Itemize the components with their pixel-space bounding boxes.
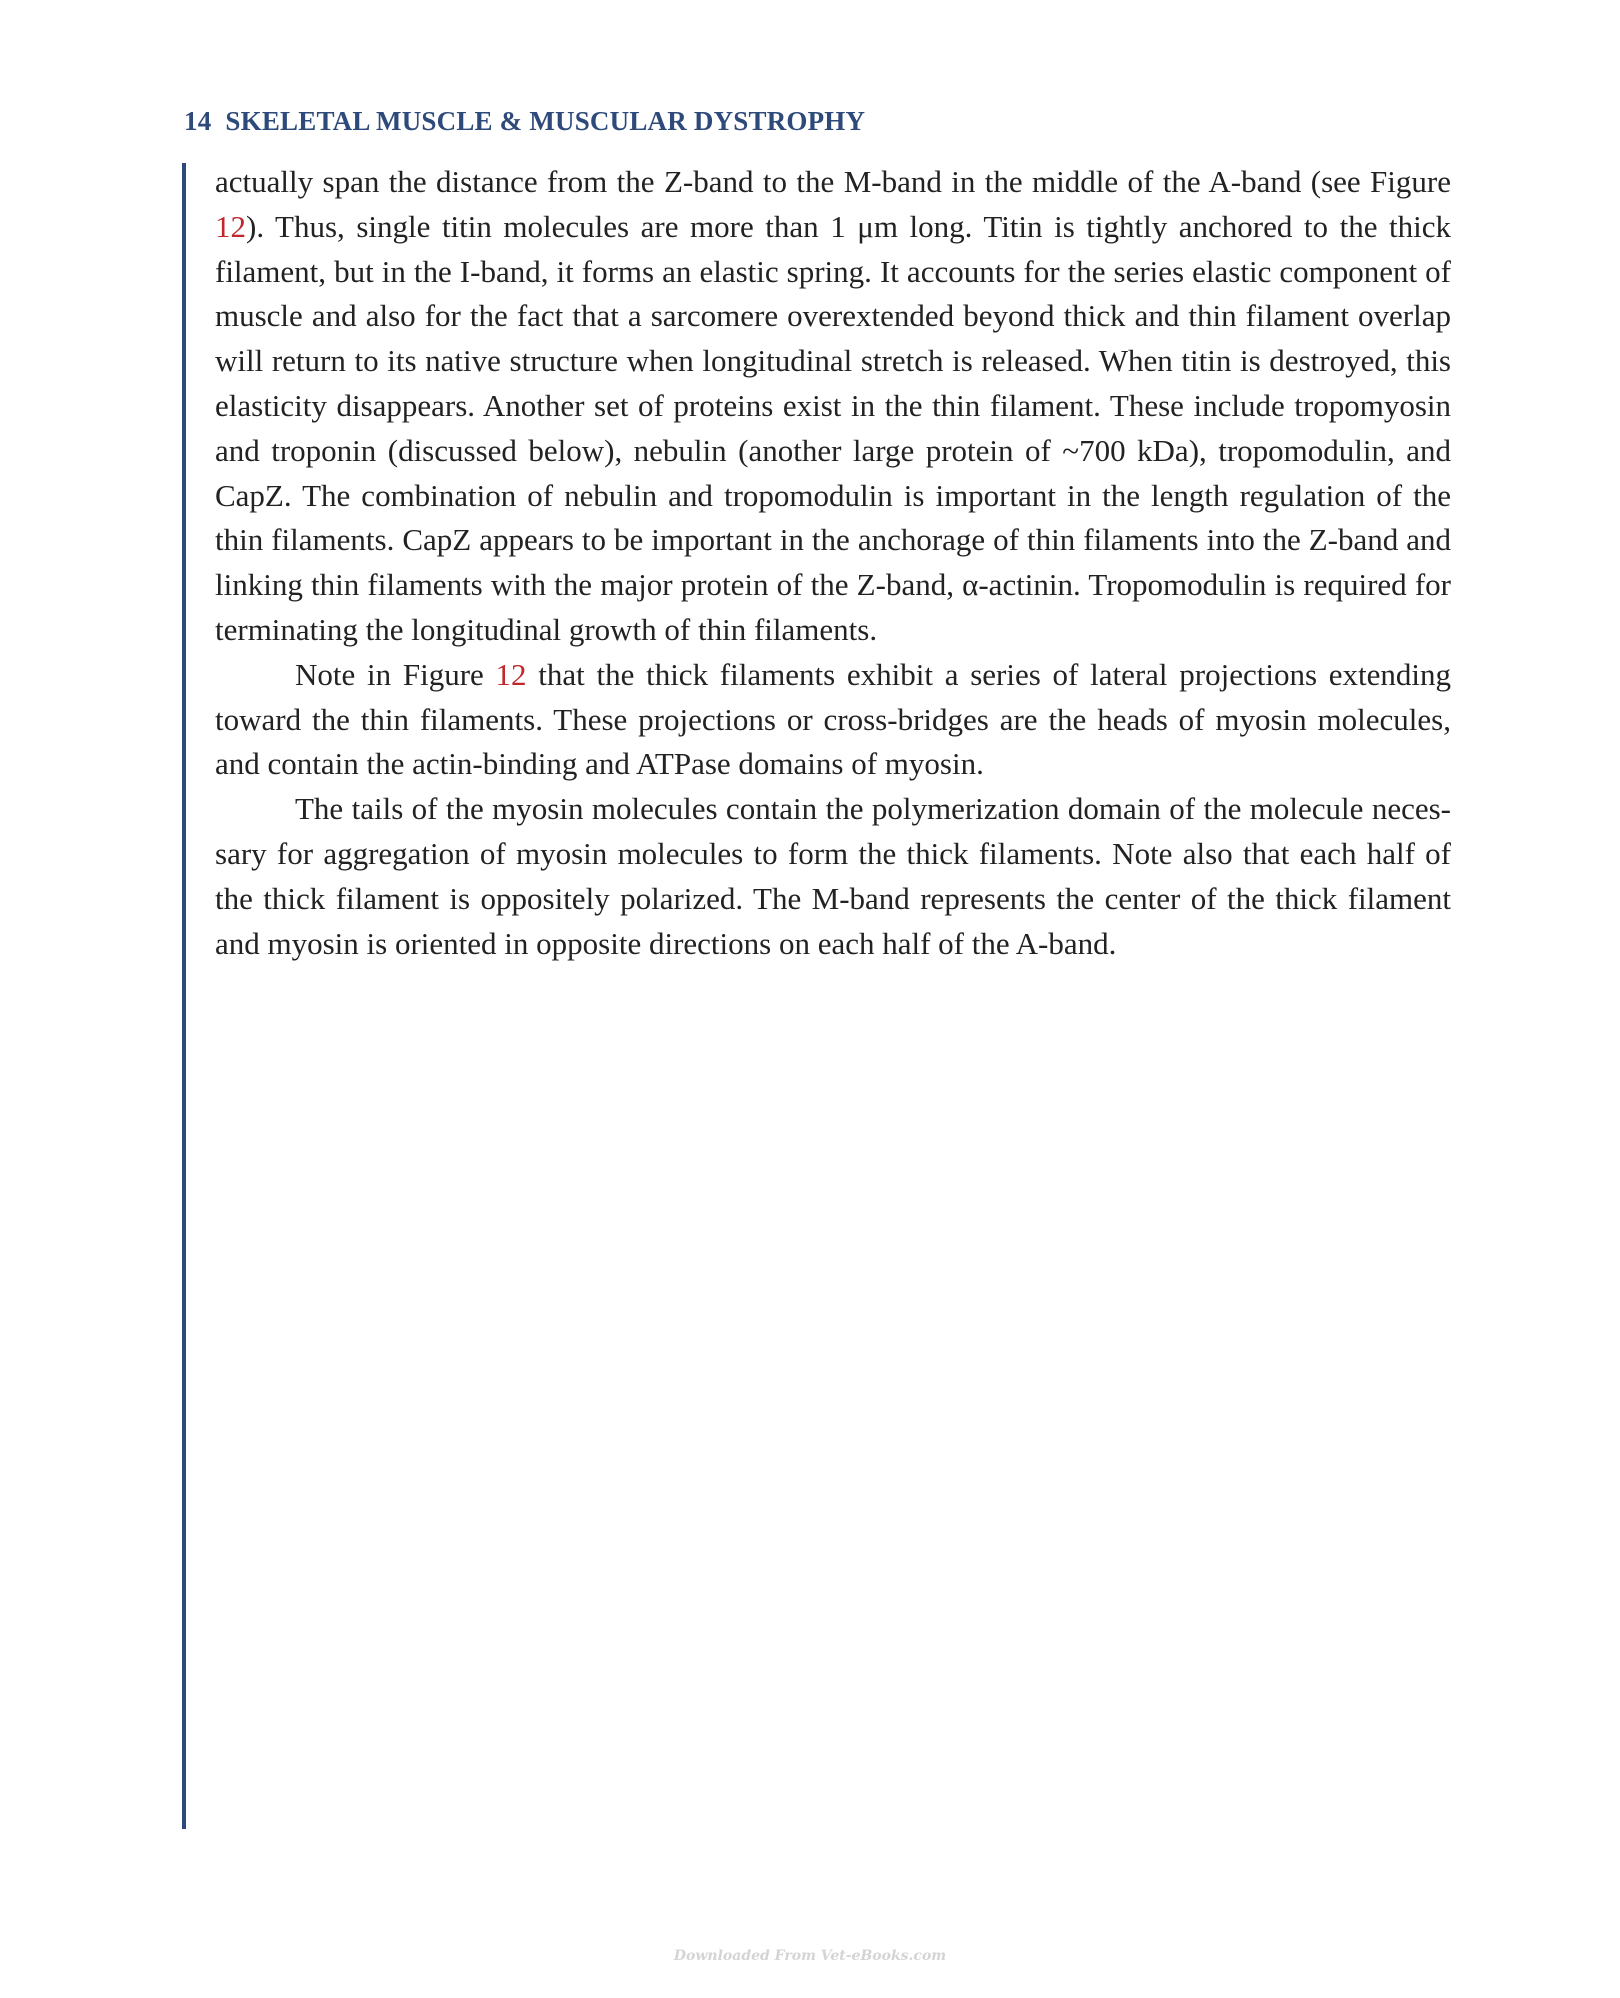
figure-12-link[interactable]: 12 (495, 656, 527, 692)
paragraph-1-text-b: ). Thus, single titin molecules are more than 1 μm long. Titin is tightly anchored to the thick filament, but in the I-band, it forms an elastic spring. It accounts for the series elastic component of muscle and also for the fact that a sarcomere overextended beyond thick and thin filament overlap will return to its native structure when longitudinal stretch is released. When titin is destroyed, this elasticity disappears. Another set of proteins exist in the thin filament. These include tropomyosin and troponin (discussed below), nebulin (another large protein of ~700 kDa), tropomodulin, and CapZ. The combination of nebulin and tropomodulin is important in the length regulation of the thin filaments. CapZ appears to be important in the anchorage of thin filaments into the Z-band and linking thin filaments with the major protein of the Z-band, α-actinin. Tropomodulin is required for terminating the longitudinal growth of thin filaments. (215, 208, 1451, 647)
paragraph-1 (215, 160, 1451, 653)
figure-12-link[interactable]: 12 (215, 208, 246, 244)
running-header (184, 106, 865, 137)
body-text (215, 160, 1451, 966)
download-watermark: Downloaded From Vet-eBooks.com (673, 1948, 947, 1964)
paragraph-2 (215, 653, 1451, 787)
paragraph-2-text-b: that the thick filaments exhibit a series of lateral projections extending toward the thin filaments. These projections or cross-bridges are the heads of myosin molecules, and contain the actin-binding and ATPase domains of myosin. (215, 656, 1451, 782)
running-title: SKELETAL MUSCLE & MUSCULAR DYSTROPHY (225, 106, 866, 136)
page-number: 14 (184, 106, 212, 136)
paragraph-3: The tails of the myosin molecules contain the polymerization domain of the molecule necessary for aggregation of myosin molecules to form the thick filaments. Note also that each half of the thick filament is oppositely polarized. The M-band represents the center of the thick filament and myosin is oriented in opposite directions on each half of the A-band. (215, 791, 1451, 961)
paragraph-2-text-a: Note in Figure (295, 656, 496, 692)
paragraph-1-text-a: actually span the distance from the Z-band to the M-band in the middle of the A-band (see Figure (215, 164, 1451, 199)
margin-rule (182, 163, 186, 1829)
